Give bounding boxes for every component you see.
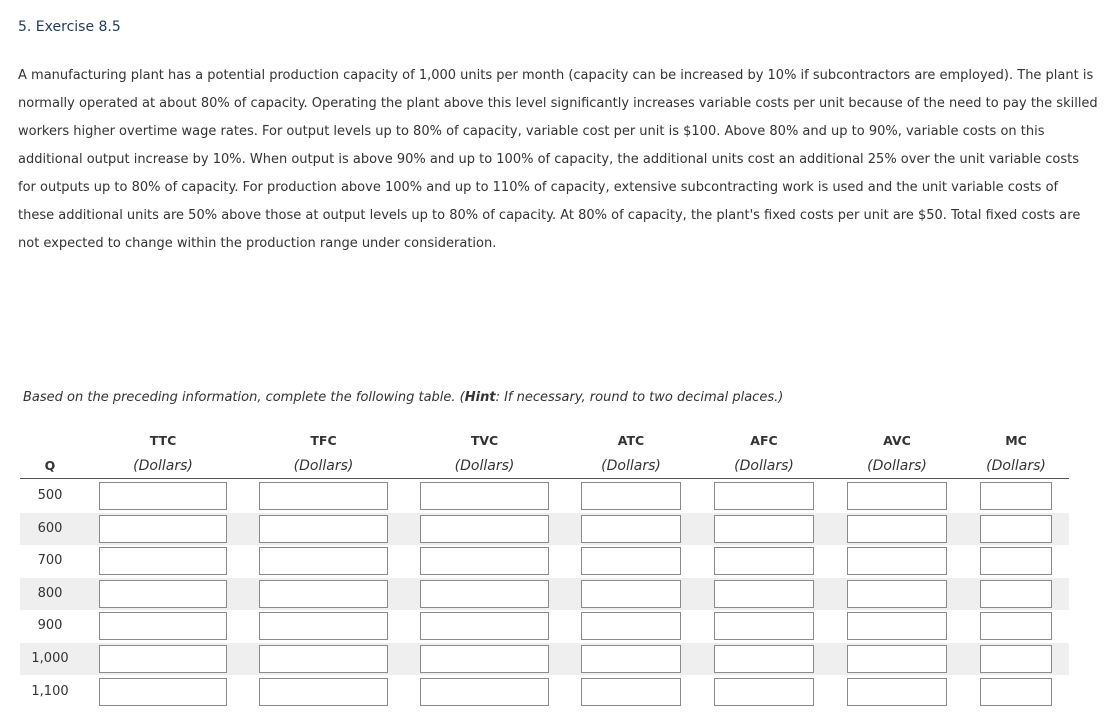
avc-input[interactable]: [847, 645, 947, 673]
mc-input[interactable]: [980, 678, 1052, 706]
tfc-input[interactable]: [259, 580, 388, 608]
mc-input[interactable]: [980, 515, 1052, 543]
quantity-cell: 500: [37, 488, 63, 503]
mc-input[interactable]: [980, 645, 1052, 673]
atc-input[interactable]: [581, 482, 681, 510]
table-row: [20, 480, 1069, 512]
atc-input[interactable]: [581, 547, 681, 575]
ttc-input[interactable]: [99, 678, 227, 706]
atc-input[interactable]: [581, 580, 681, 608]
instructions-lead: Based on the preceding information, complete the following table. (: [23, 390, 465, 405]
atc-input[interactable]: [581, 612, 681, 640]
avc-input[interactable]: [847, 678, 947, 706]
col-header-mc-unit: (Dollars): [986, 458, 1046, 474]
col-header-atc-unit: (Dollars): [601, 458, 661, 474]
avc-input[interactable]: [847, 612, 947, 640]
tvc-input[interactable]: [420, 645, 549, 673]
avc-input[interactable]: [847, 482, 947, 510]
col-header-afc: [694, 426, 834, 478]
avc-input[interactable]: [847, 547, 947, 575]
col-header-afc-unit: (Dollars): [734, 458, 794, 474]
col-header-mc-abbr: MC: [1005, 433, 1027, 448]
tvc-input[interactable]: [420, 547, 549, 575]
afc-input[interactable]: [714, 482, 814, 510]
col-header-ttc: [79, 426, 247, 478]
table-row: [20, 578, 1069, 610]
table-row: [20, 643, 1069, 675]
col-header-tvc-abbr: TVC: [470, 433, 499, 448]
quantity-cell: 700: [37, 553, 63, 569]
col-header-tvc-unit: (Dollars): [454, 458, 515, 474]
ttc-input[interactable]: [99, 580, 227, 608]
afc-input[interactable]: [714, 612, 814, 640]
table-row: [20, 676, 1069, 708]
col-header-tvc: [400, 426, 569, 478]
tvc-input[interactable]: [420, 612, 549, 640]
table-instructions: [23, 390, 783, 405]
quantity-cell: 900: [37, 618, 63, 634]
ttc-input[interactable]: [99, 482, 227, 510]
col-header-atc: [561, 426, 701, 478]
tfc-input[interactable]: [259, 515, 388, 543]
mc-input[interactable]: [980, 482, 1052, 510]
tvc-input[interactable]: [420, 515, 549, 543]
ttc-input[interactable]: [99, 515, 227, 543]
mc-input[interactable]: [980, 612, 1052, 640]
header-divider: [20, 478, 1069, 479]
tfc-input[interactable]: [259, 482, 388, 510]
atc-input[interactable]: [581, 645, 681, 673]
col-header-afc-abbr: AFC: [750, 433, 778, 448]
quantity-cell: 600: [37, 520, 63, 536]
table-row: [20, 545, 1069, 577]
avc-input[interactable]: [847, 515, 947, 543]
quantity-cell: 800: [37, 585, 63, 601]
tfc-input[interactable]: [259, 645, 388, 673]
afc-input[interactable]: [714, 678, 814, 706]
col-header-ttc-unit: (Dollars): [133, 458, 193, 474]
tvc-input[interactable]: [420, 580, 549, 608]
avc-input[interactable]: [847, 580, 947, 608]
atc-input[interactable]: [581, 678, 681, 706]
problem-text: A manufacturing plant has a potential production capacity of 1,000 units per month (capacity can be increased by 10% if subcontractors are employed). The plant is normally operated at about 80% of capacity. Operating the plant above this level significantly increases variable costs per unit because of the need to pay the skilled workers higher overtime wage rates. For output levels up to 80% of capacity, variable cost per unit is $100. Above 80% and up to 90%, variable costs on this additional output increase by 10%. When output is above 90% and up to 100% of capacity, the additional units cost an additional 25% over the unit variable costs for outputs up to 80% of capacity. For production above 100% and up to 110% of capacity, extensive subcontracting work is used and the unit variable costs of these additional units are 50% above those at output levels up to 80% of capacity. At 80% of capacity, the plant's fixed costs per unit are $50. Total fixed costs are not expected to change within the production range under consideration.: [18, 68, 1098, 251]
tfc-input[interactable]: [259, 678, 388, 706]
tfc-input[interactable]: [259, 547, 388, 575]
mc-input[interactable]: [980, 547, 1052, 575]
col-header-mc: [960, 426, 1072, 478]
col-header-q: [20, 426, 80, 478]
afc-input[interactable]: [714, 547, 814, 575]
afc-input[interactable]: [714, 645, 814, 673]
col-header-tfc: [239, 426, 408, 478]
col-header-q-label: Q: [44, 458, 56, 473]
atc-input[interactable]: [581, 515, 681, 543]
hint-label: Hint: [464, 390, 496, 405]
col-header-tfc-abbr: TFC: [310, 433, 337, 448]
tvc-input[interactable]: [420, 678, 549, 706]
quantity-cell: 1,000: [31, 651, 69, 666]
instructions-tail: : If necessary, round to two decimal places.): [495, 390, 784, 405]
col-header-ttc-abbr: TTC: [149, 433, 177, 448]
quantity-cell: 1,100: [31, 683, 69, 699]
mc-input[interactable]: [980, 580, 1052, 608]
afc-input[interactable]: [714, 580, 814, 608]
tvc-input[interactable]: [420, 482, 549, 510]
col-header-avc: [827, 426, 967, 478]
table-row: [20, 610, 1069, 642]
ttc-input[interactable]: [99, 612, 227, 640]
col-header-avc-abbr: AVC: [883, 433, 911, 448]
col-header-avc-unit: (Dollars): [867, 458, 927, 474]
tfc-input[interactable]: [259, 612, 388, 640]
ttc-input[interactable]: [99, 645, 227, 673]
ttc-input[interactable]: [99, 547, 227, 575]
table-row: [20, 513, 1069, 545]
col-header-atc-abbr: ATC: [617, 433, 645, 448]
exercise-title: 5. Exercise 8.5: [18, 19, 121, 35]
afc-input[interactable]: [714, 515, 814, 543]
col-header-tfc-unit: (Dollars): [293, 458, 354, 474]
